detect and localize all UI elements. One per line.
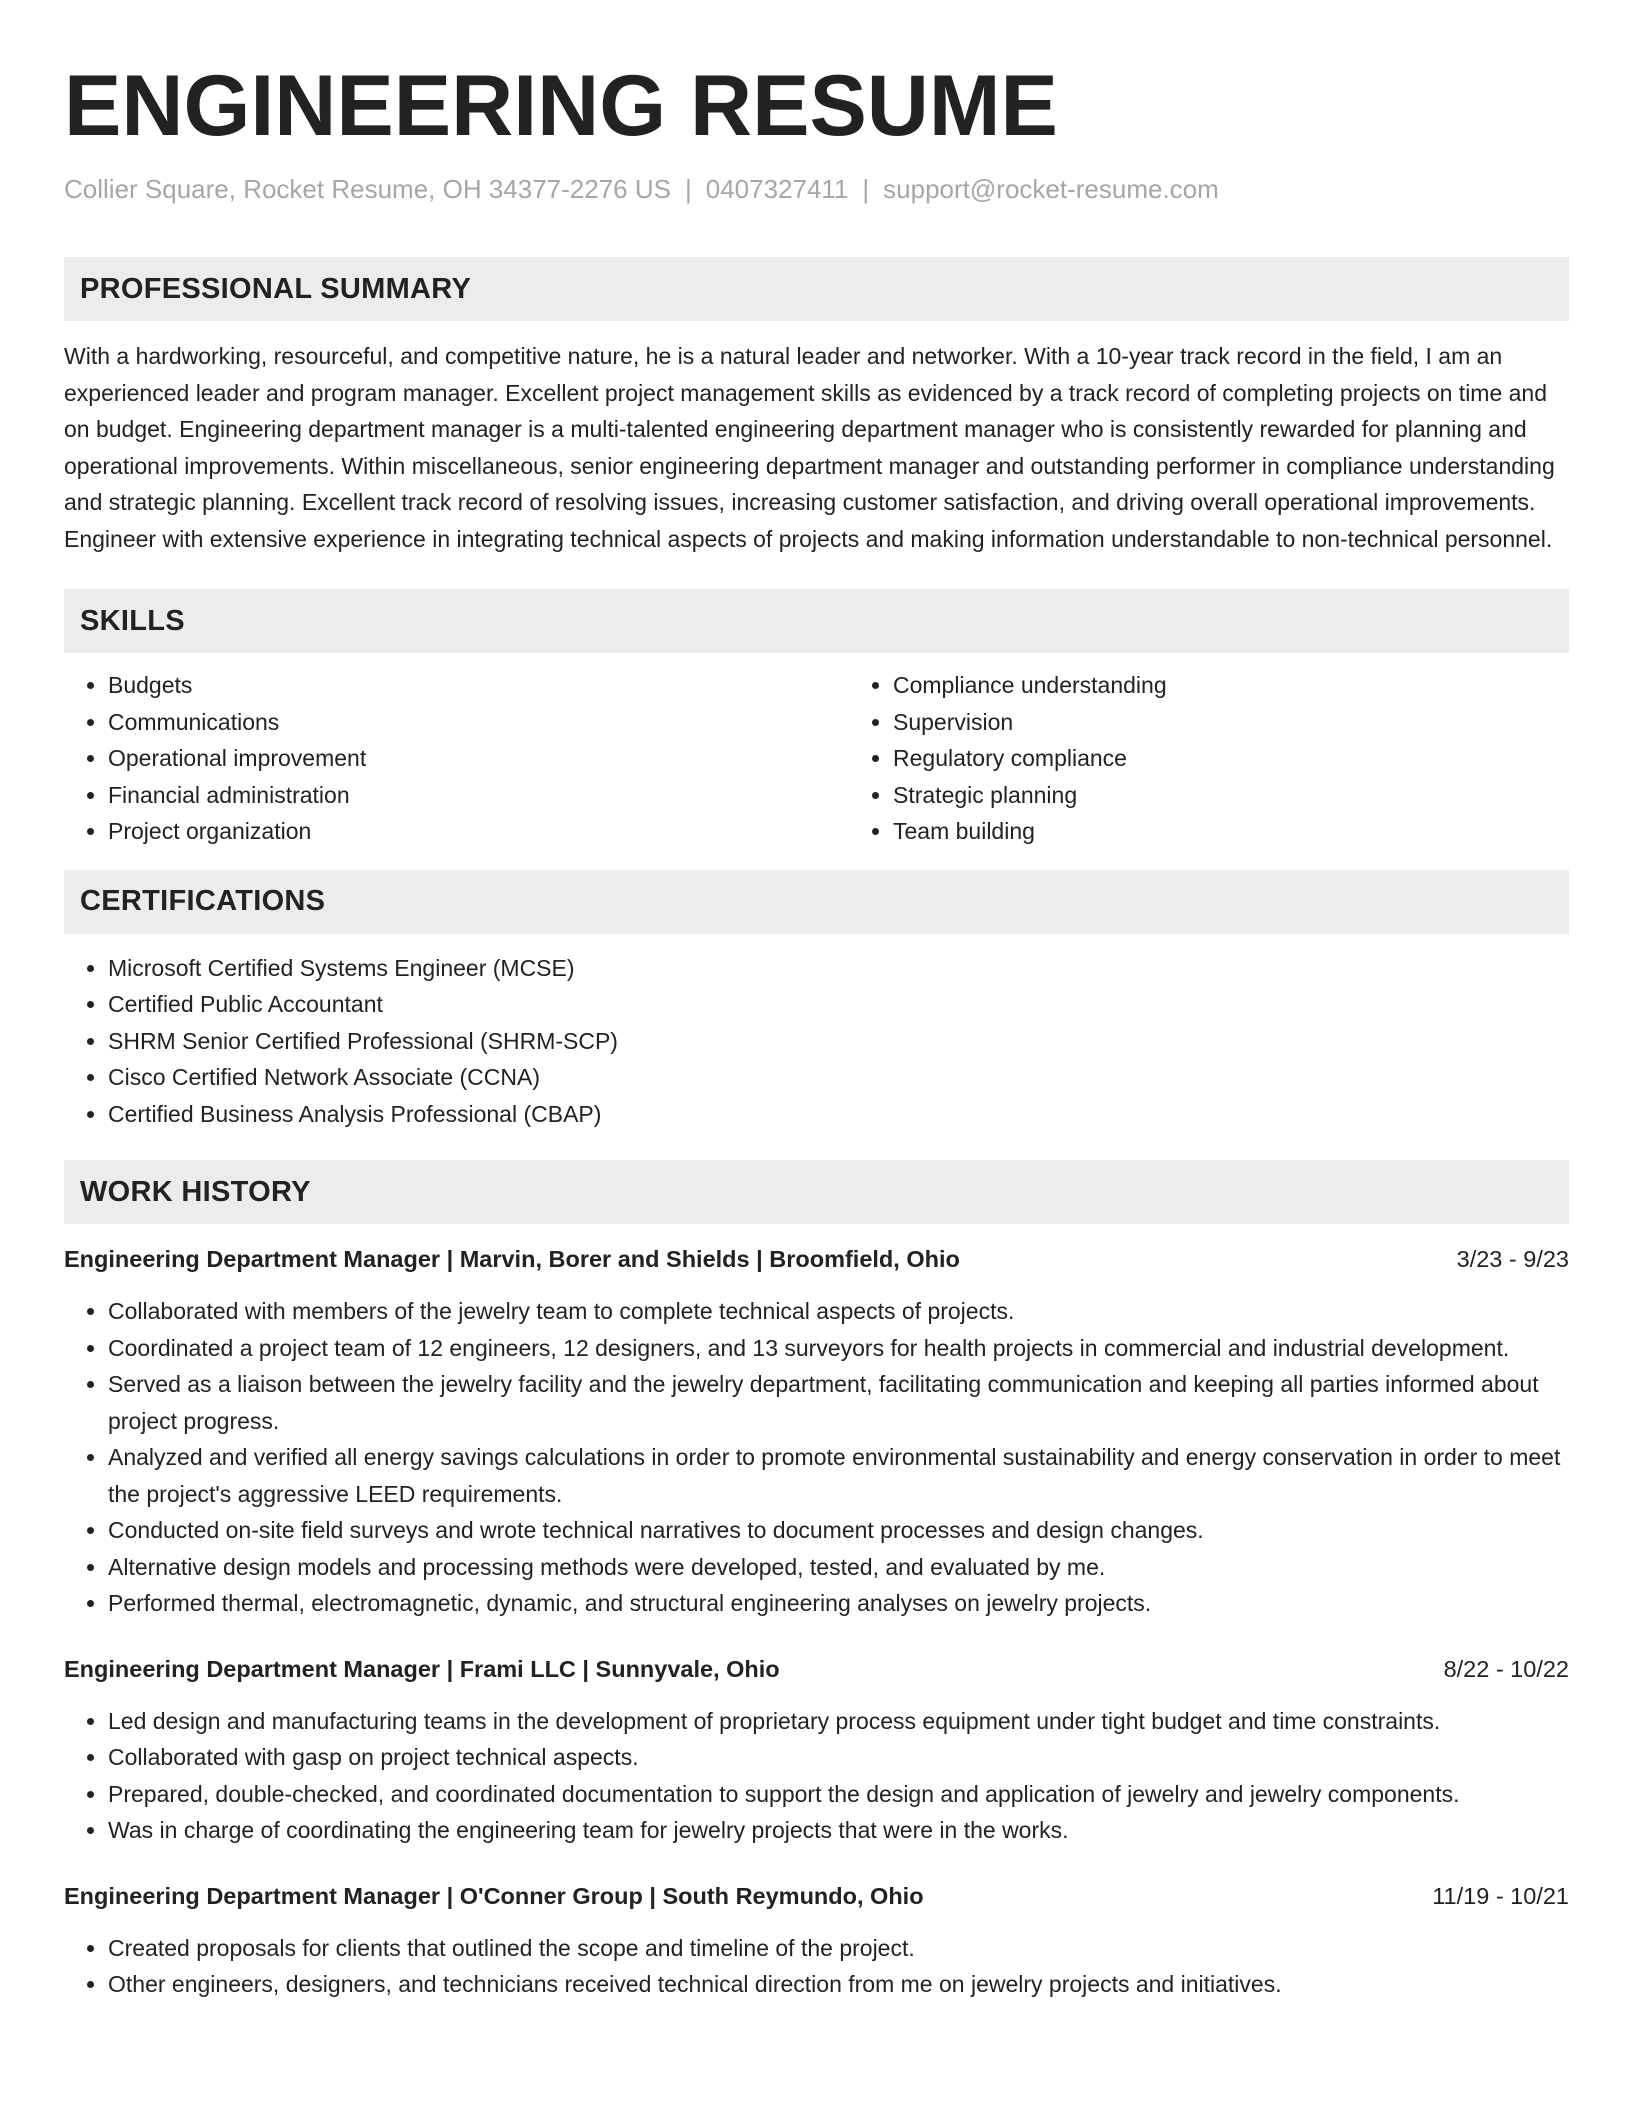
job-header bbox=[64, 1242, 1569, 1276]
certification-item: • Certified Public Accountant bbox=[108, 986, 1569, 1023]
section-heading-certifications: CERTIFICATIONS bbox=[64, 870, 1569, 934]
skill-item: • Operational improvement bbox=[108, 740, 849, 777]
job-dates: 8/22 - 10/22 bbox=[1443, 1655, 1569, 1682]
contact-address: Collier Square, Rocket Resume, OH 34377-2276 US bbox=[64, 174, 671, 204]
job-bullet: • Prepared, double-checked, and coordinated documentation to support the design and application of jewelry and jewelry components. bbox=[108, 1776, 1569, 1813]
job-bullet: • Collaborated with gasp on project technical aspects. bbox=[108, 1739, 1569, 1776]
contact-phone: 0407327411 bbox=[705, 174, 849, 204]
job-bullet: • Coordinated a project team of 12 engineers, 12 designers, and 13 surveyors for health projects in commercial and industrial development. bbox=[108, 1330, 1569, 1367]
certification-item: • Microsoft Certified Systems Engineer (MCSE) bbox=[108, 950, 1569, 987]
job-bullet: • Other engineers, designers, and technicians received technical direction from me on jewelry projects and initiatives. bbox=[108, 1966, 1569, 2003]
job-dates: 3/23 - 9/23 bbox=[1456, 1246, 1569, 1272]
job-bullet: • Alternative design models and processing methods were developed, tested, and evaluated by me. bbox=[108, 1549, 1569, 1586]
job-bullet: • Served as a liaison between the jewelry facility and the jewelry department, facilitating communication and keeping all parties informed about project progress. bbox=[108, 1366, 1569, 1439]
job-bullet: • Performed thermal, electromagnetic, dynamic, and structural engineering analyses on jewelry projects. bbox=[108, 1585, 1569, 1622]
certification-item: • SHRM Senior Certified Professional (SHRM-SCP) bbox=[108, 1023, 1569, 1060]
job-entry bbox=[64, 1652, 1569, 1849]
contact-email: support@rocket-resume.com bbox=[883, 174, 1219, 204]
contact-separator: | bbox=[684, 174, 692, 204]
skill-item: • Budgets bbox=[108, 667, 849, 704]
skills-list-right bbox=[849, 667, 1632, 850]
job-entry bbox=[64, 1242, 1569, 1622]
contact-separator: | bbox=[862, 174, 870, 204]
job-bullet: • Collaborated with members of the jewelry team to complete technical aspects of projects. bbox=[108, 1293, 1569, 1330]
resume-title: ENGINEERING RESUME bbox=[64, 58, 1058, 154]
job-bullet: • Analyzed and verified all energy savings calculations in order to promote environmental sustainability and energy conservation in order to meet the project's aggressive LEED requirements. bbox=[108, 1439, 1569, 1512]
skill-item: • Team building bbox=[893, 813, 1632, 850]
job-bullets bbox=[64, 1703, 1569, 1849]
skill-item: • Communications bbox=[108, 704, 849, 741]
skills-list-left bbox=[64, 667, 849, 850]
job-title: Engineering Department Manager | O'Conner Group | South Reymundo, Ohio bbox=[64, 1882, 924, 1909]
skills-grid bbox=[64, 667, 1569, 850]
job-header bbox=[64, 1652, 1569, 1686]
job-entry bbox=[64, 1879, 1569, 2003]
job-bullet: • Conducted on-site field surveys and wrote technical narratives to document processes and design changes. bbox=[108, 1512, 1569, 1549]
certification-item: • Certified Business Analysis Professional (CBAP) bbox=[108, 1096, 1569, 1133]
job-header bbox=[64, 1879, 1569, 1913]
skill-item: • Strategic planning bbox=[893, 777, 1632, 814]
skill-item: • Project organization bbox=[108, 813, 849, 850]
contact-line bbox=[64, 172, 1569, 206]
job-dates: 11/19 - 10/21 bbox=[1432, 1882, 1569, 1909]
section-heading-summary: PROFESSIONAL SUMMARY bbox=[64, 257, 1569, 321]
skill-item: • Regulatory compliance bbox=[893, 740, 1632, 777]
job-bullet: • Was in charge of coordinating the engineering team for jewelry projects that were in the works. bbox=[108, 1812, 1569, 1849]
job-title: Engineering Department Manager | Frami LLC | Sunnyvale, Ohio bbox=[64, 1655, 780, 1682]
certifications-list bbox=[64, 950, 1569, 1133]
skill-item: • Financial administration bbox=[108, 777, 849, 814]
section-heading-skills: SKILLS bbox=[64, 589, 1569, 653]
skill-item: • Supervision bbox=[893, 704, 1632, 741]
job-bullets bbox=[64, 1293, 1569, 1622]
summary-text: With a hardworking, resourceful, and competitive nature, he is a natural leader and networker. With a 10-year track record in the field, I am an experienced leader and program manager. Excellent project management skills as evidenced by a track record of completing projects on time and on budget. Engineering department manager is a multi-talented engineering department manager who is consistently rewarded for planning and operational improvements. Within miscellaneous, senior engineering department manager and outstanding performer in compliance understanding and strategic planning. Excellent track record of resolving issues, increasing customer satisfaction, and driving overall operational improvements. Engineer with extensive experience in integrating technical aspects of projects and making information understandable to non-technical personnel. bbox=[64, 343, 1555, 552]
job-title: Engineering Department Manager | Marvin, Borer and Shields | Broomfield, Ohio bbox=[64, 1246, 960, 1272]
job-bullet: • Led design and manufacturing teams in the development of proprietary process equipment under tight budget and time constraints. bbox=[108, 1703, 1569, 1740]
skill-item: • Compliance understanding bbox=[893, 667, 1632, 704]
job-bullets bbox=[64, 1930, 1569, 2003]
section-heading-work-history: WORK HISTORY bbox=[64, 1160, 1569, 1224]
certification-item: • Cisco Certified Network Associate (CCNA) bbox=[108, 1059, 1569, 1096]
job-bullet: • Created proposals for clients that outlined the scope and timeline of the project. bbox=[108, 1930, 1569, 1967]
